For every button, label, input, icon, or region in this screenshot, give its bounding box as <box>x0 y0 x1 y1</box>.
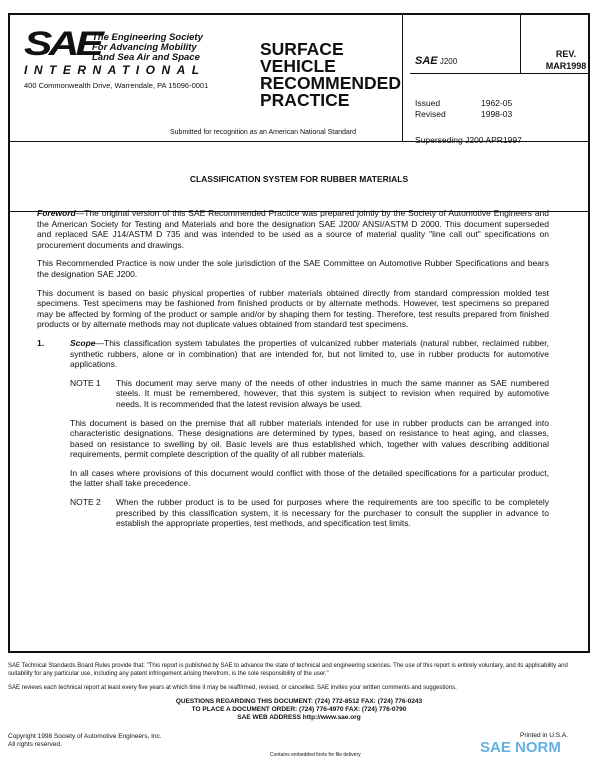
document-title: CLASSIFICATION SYSTEM FOR RUBBER MATERIALS <box>10 141 588 212</box>
superseding: Superseding J200 APR1997 <box>415 135 522 145</box>
doc-number: SAE J200 <box>415 55 458 67</box>
ansi-note: Submitted for recognition as an American National Standard <box>170 129 356 136</box>
watermark-logo: SAE NORM <box>480 739 561 756</box>
document-type: SURFACE VEHICLE RECOMMENDED PRACTICE <box>260 39 401 110</box>
sae-logo: SAE The Engineering Society For Advancing Mobility Land Sea Air and Space INTERNATIONAL 400 Commonwealth Drive, Warrendale, PA 15096-0001 <box>24 25 209 90</box>
header-block <box>10 15 588 145</box>
font-note: Contains embedded fonts for file delivery <box>270 752 361 758</box>
dates: Issued 1962-05 Revised 1998-03 <box>415 98 513 119</box>
revision: REV. MAR1998 <box>545 49 587 71</box>
address: 400 Commonwealth Drive, Warrendale, PA 15096-0001 <box>24 81 209 90</box>
footer: SAE Technical Standards Board Rules provide that: "This report is published by SAE to advance the state of technical and engineering sciences. The use of this report is entirely voluntary, and its applicability and suitability for any particular use, including any patent infringement arising therefrom, is the sole responsibility of the user." SAE reviews each technical report at least every five years at which time it may be reaffirmed, revised, or cancelled. SAE invites your written comments and suggestions. QUESTIONS REGARDING THIS DOCUMENT: (724) 772-8512 FAX: (724) 776-0243 TO PLACE A DOCUMENT ORDER: (724) 776-4970 FAX: (724) 776-0790 SAE WEB ADDRESS http://www.sae.org <box>8 663 568 721</box>
printed-note: Printed in U.S.A. <box>520 732 569 739</box>
document-body: Foreword—The original version of this SAE Recommended Practice was prepared jointly by the Society of Automotive Engineers and the American Society for Testing and Materials and bore the designation SAE J200/ ANSI/ASTM D 2000. This document superseded and replaced SAE J14/ASTM D 735 and was intended to be used as a source of material quality "line call out" specifications on procurement documents and drawings. This Recommended Practice is now under the sole jurisdiction of the SAE Committee on Automotive Rubber Specifications and bears the designation SAE J200. This document is based on basic physical properties of rubber materials obtained directly from standard compression molded test specimens. Test specimens may be fashioned from finished products or by alternate methods. However, test specimens so prepared may be affected by forming of the product or sample and/or by shaping them for testing. Therefore, test results prepared from finished products or by alternate methods may not duplicate values obtained from standard test specimens. 1. Scope—This classification system tabulates the properties of vulcanized rubber materials (natural rubber, reclaimed rubber, synthetic rubbers, alone or in combination) that are intended for, but not limited to, use in rubber products for automotive applications. NOTE 1 This document may serve many of the needs of other industries in much the same manner as SAE numbered steels. It must be remembered, however, that this system is subject to revision when required by automotive needs. It is recommended that the latest revision always be used. This document is based on the premise that all rubber materials intended for use in rubber products can be arranged into characteristic designations. These designations are determined by types, based on resistance to heat aging, and classes, based on resistance to swelling by oil. Basic levels are thus established which, together with values describing additional requirements, permit complete description of the quality of all rubber materials. In all cases where provisions of this document would conflict with those of the detailed specifications for a particular product, the latter shall take precedence. NOTE 2 When the rubber product is to be used for purposes where the requirements are too specific to be completely prescribed by this classification system, it is necessary for the purchaser to consult the supplier in advance to establish the appropriate properties, test methods, and specification test limits. <box>37 208 549 529</box>
copyright: Copyright 1998 Society of Automotive Engineers, Inc. All rights reserved. <box>8 733 162 748</box>
